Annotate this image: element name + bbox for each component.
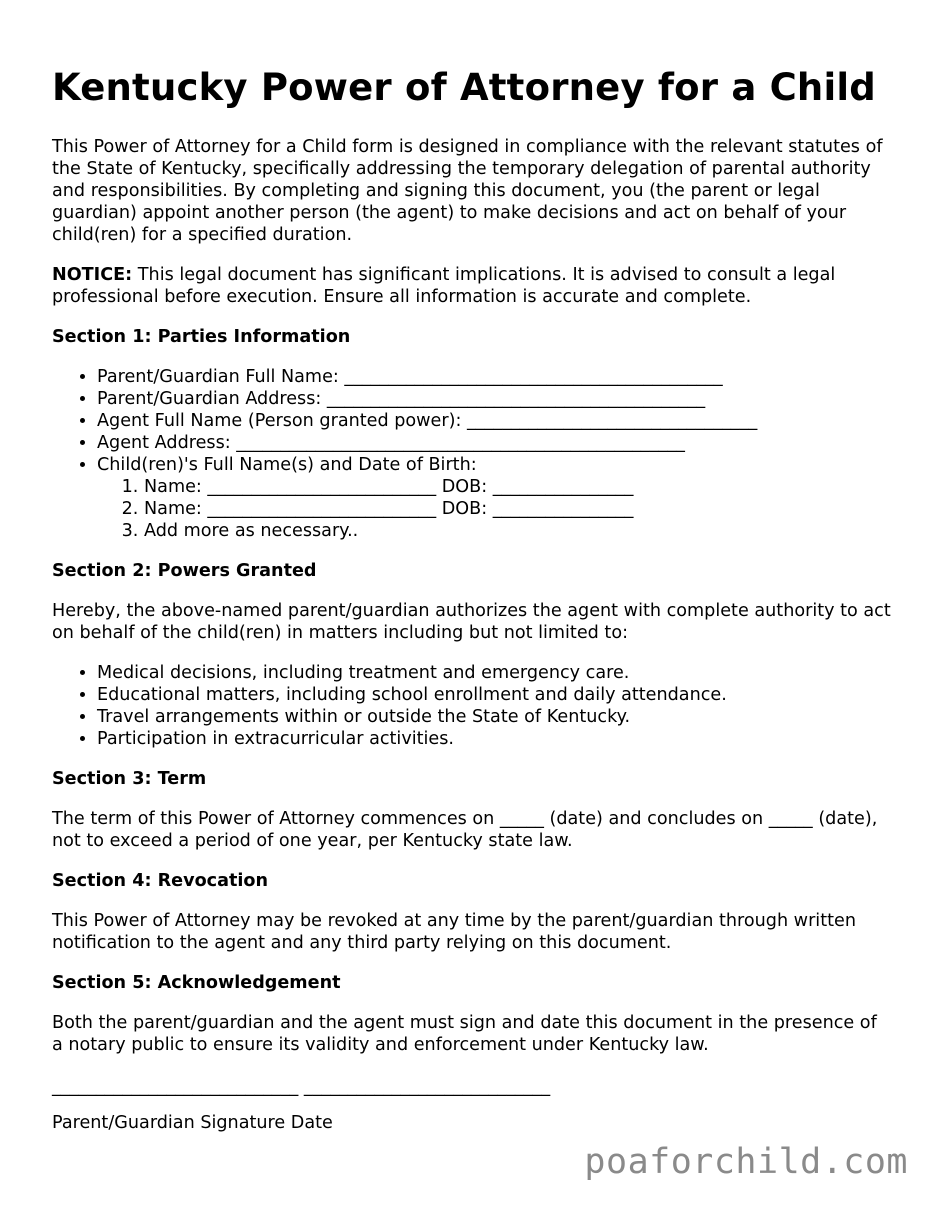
section-2-text: Hereby, the above-named parent/guardian authorizes the agent with complete authority to act on behalf of the child(ren) in matters including but not limited to: bbox=[52, 601, 891, 643]
list-item: • Parent/Guardian Full Name: ___________________________________________ bbox=[97, 366, 892, 388]
intro-paragraph: This Power of Attorney for a Child form is designed in compliance with the relevant statutes of the State of Kentucky, specifically addressing the temporary delegation of parental authority and responsibilities. By completing and signing this document, you (the parent or legal guardian) appoint another person (the agent) to make decisions and act on behalf of your child(ren) for a specified duration. bbox=[52, 137, 883, 245]
notice-paragraph bbox=[52, 264, 892, 308]
notice-label: NOTICE: bbox=[52, 265, 133, 285]
section-2-heading: Section 2: Powers Granted bbox=[52, 561, 317, 581]
notice-text: This legal document has significant implications. It is advised to consult a legal professional before execution. Ensure all information is accurate and complete. bbox=[52, 265, 836, 307]
list-item: • Parent/Guardian Address: ___________________________________________ bbox=[97, 388, 892, 410]
powers-list bbox=[52, 662, 892, 750]
signature-caption: Parent/Guardian Signature Date bbox=[52, 1113, 333, 1133]
children-list-item bbox=[97, 454, 892, 542]
list-item: • Educational matters, including school enrollment and daily attendance. bbox=[97, 684, 892, 706]
section-4-text: This Power of Attorney may be revoked at any time by the parent/guardian through written notification to the agent and any third party relying on this document. bbox=[52, 911, 856, 953]
list-item: • Medical decisions, including treatment and emergency care. bbox=[97, 662, 892, 684]
section-3-heading: Section 3: Term bbox=[52, 769, 207, 789]
section-5-heading: Section 5: Acknowledgement bbox=[52, 973, 341, 993]
document-title: Kentucky Power of Attorney for a Child bbox=[52, 66, 876, 109]
parties-list bbox=[52, 366, 892, 542]
signature-lines: ____________________________ ____________________________ bbox=[52, 1077, 551, 1097]
list-item: • Participation in extracurricular activities. bbox=[97, 728, 892, 750]
child-entry: 2. Name: __________________________ DOB: ________________ bbox=[144, 498, 892, 520]
section-3-text: The term of this Power of Attorney commences on _____ (date) and concludes on _____ (date), not to exceed a period of one year, per Kentucky state law. bbox=[52, 809, 878, 851]
watermark: poaforchild.com bbox=[584, 1142, 908, 1182]
section-4-heading: Section 4: Revocation bbox=[52, 871, 269, 891]
children-label: Child(ren)'s Full Name(s) and Date of Birth: bbox=[97, 455, 477, 475]
list-item: • Travel arrangements within or outside the State of Kentucky. bbox=[97, 706, 892, 728]
children-list bbox=[97, 476, 892, 542]
section-5-text: Both the parent/guardian and the agent must sign and date this document in the presence of a notary public to ensure its validity and enforcement under Kentucky law. bbox=[52, 1013, 877, 1055]
child-entry: 3. Add more as necessary.. bbox=[144, 520, 892, 542]
document-page bbox=[52, 64, 892, 1134]
child-entry: 1. Name: __________________________ DOB: ________________ bbox=[144, 476, 892, 498]
list-item: • Agent Address: ___________________________________________________ bbox=[97, 432, 892, 454]
list-item: • Agent Full Name (Person granted power): _________________________________ bbox=[97, 410, 892, 432]
section-1-heading: Section 1: Parties Information bbox=[52, 327, 351, 347]
